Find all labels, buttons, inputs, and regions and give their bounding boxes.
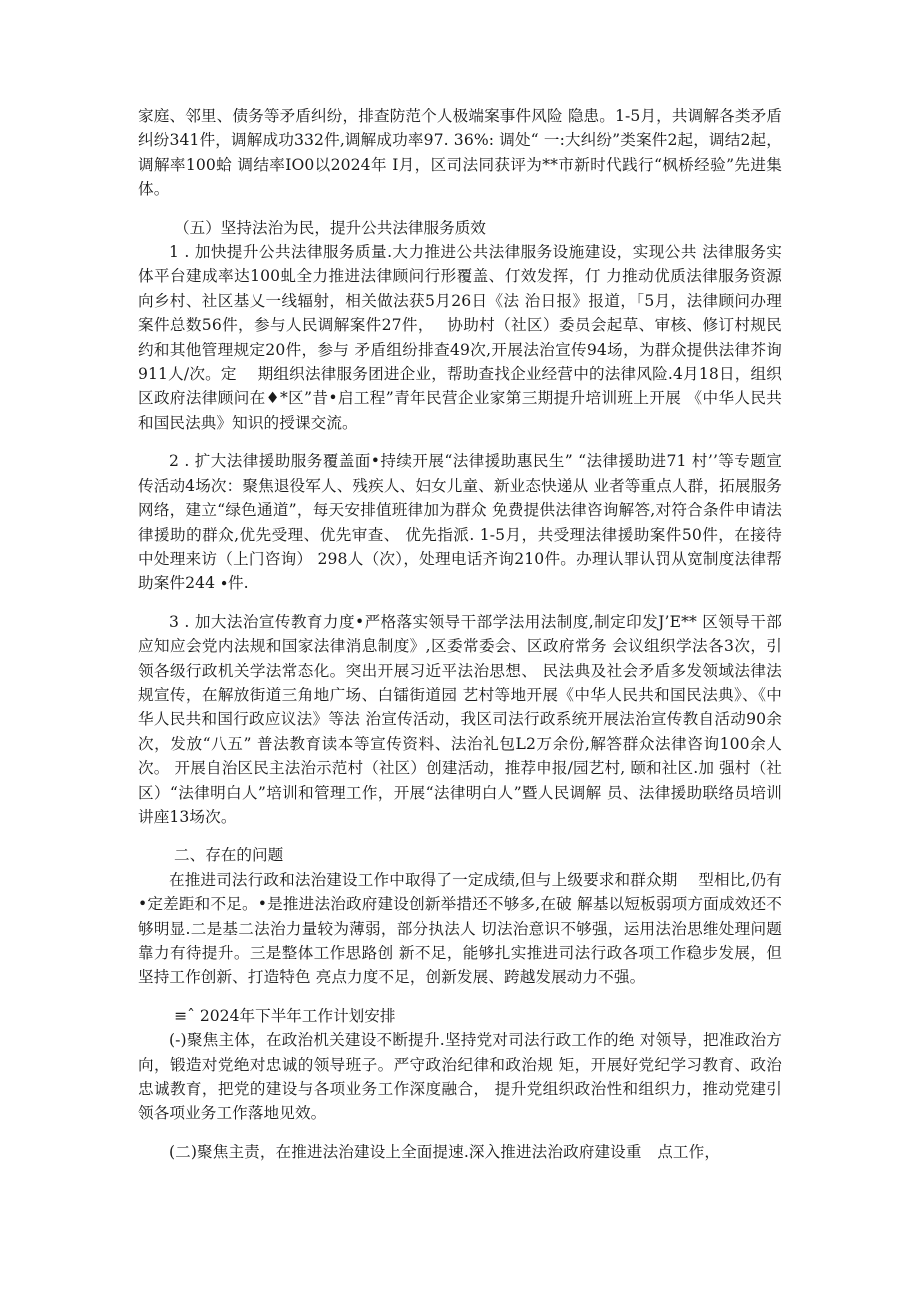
- paragraph-mediation-summary: 家庭、邻里、债务等矛盾纠纷，排查防范个人极端案事件风险 隐患。1-5月，共调解各类矛盾纠纷341件，调解成功332件,调解成功率97. 36%: 调处“ 一:大纠纷”类案件2起，调结2起，调解率100蛤 调结率IO0以2024年 I月，区司法同获评为**市新时代践行“枫桥经验”先进集体。: [138, 107, 782, 199]
- section-heading-existing-problems: 二、存在的问题: [174, 846, 284, 865]
- paragraph-legal-service-quality: 1 . 加快提升公共法律服务质量.大力推进公共法律服务设施建设，实现公共 法律服务实体平台建成率达100虬全力推进法律顾问行形覆盖、仃效发挥，仃 力推动优质法律服务资源向乡村、社区基乂一线辐射，相关做法获5月26日《法 治日报》报道，「5月，法律顾问办理案件总数56件，参与人民调解案件27件， 协助村（社区）委员会起草、审核、修订村规民约和其他管理规定20件，参与 矛盾组纷排查49次,开展法治宣传94场，为群众提供法律芥询911人/次。定 期组织法律服务团进企业，帮助查找企业经营中的法律风险.4月18日，组织 区政府法律顾问在♦*区”昔•启工程”青年民营企业家第三期提升培训班上开展 《中华人民共和国民法典》知识的授课交流。: [138, 243, 782, 432]
- paragraph-legal-publicity: 3 . 加大法治宣传教育力度•严格落实领导干部学法用法制度,制定印发J’E** 区领导干部应知应会党内法规和国家法律消息制度》,区委常委会、区政府常务 会议组织学法各3次，引领各级行政机关学法常态化。突出开展习近平法治思想、 民法典及社会矛盾多发领域法律法规宣传，在解放街道三角地广场、白镭街道园 艺村等地开展《中华人民共和国民法典》、《中华人民共和国行政应议法》等法 治宣传活动，我区司法行政系统开展法治宣传教自活动90余次，发放“八五” 普法教育读本等宣传资料、法治礼包L2万余份,解答群众法律咨询100余人次。 开展自治区民主法治示范村（社区）创建活动，推荐申报/园艺村, 颐和社区.加 强村（社区）“法律明白人”培训和管理工作，开展“法律明白人”暨人民调解 员、法律援助联络员培训讲座13场次。: [138, 612, 782, 826]
- paragraph-plan-rule-of-law: (二)聚焦主责，在推进法治建设上全面提速.深入推进法治政府建设重 点工作，: [169, 1142, 721, 1161]
- paragraph-problems: 在推进司法行政和法治建设工作中取得了一定成绩,但与上级要求和群众期 型相比,仍有•定差距和不足。•是推进法治政府建设创新举措还不够多,在破 解基以短板弱项方面成效还不够明显.二是基二法治力量较为薄弱，部分执法人 切法治意识不够强，运用法治思维处理问题靠力有待提升。三是整体工作思路创 新不足，能够扎实推进司法行政各项工作稳步发展，但坚持工作创新、打造特色 亮点力度不足，创新发展、跨越发展动力不强。: [138, 870, 782, 987]
- paragraph-legal-aid-coverage: 2 . 扩大法律援助服务覆盖面•持续开展“法律援助惠民生” “法律援助进71 村’’等专题宣传活动4场次：聚焦退役军人、残疾人、妇女儿童、新业态快递从 业者等重点人群，拓展服务网络，建立“绿色通道”，每天安排值班律加为群众 免费提供法律咨询解答,对符合条件申请法律援助的群众,优先受理、优先审查、 优先指派. 1-5月，共受理法律援助案件50件，在接待中处理来访（上门咨询） 298人（次），处理电话齐询210件。办理认罪认罚从宽制度法律帮助案件244 ∙件.: [138, 452, 782, 593]
- section-heading-work-plan: ≡ˆ 2024年下半年工作计划安排: [174, 1006, 396, 1025]
- paragraph-plan-political: (-)聚焦主体，在政治机关建设不断提升.坚持党对司法行政工作的绝 对领导，把准政治方向，锻造对党绝对忠诚的领导班子。严守政治纪律和政治规 矩，开展好党纪学习教育、政治忠诚教育，把党的建设与各项业务工作深度融合， 提升党组织政治性和组织力，推动党建引领各项业务工作落地见效。: [138, 1031, 782, 1123]
- section-heading-public-legal-services: （五）坚持法治为民，提升公共法律服务质效: [174, 218, 486, 237]
